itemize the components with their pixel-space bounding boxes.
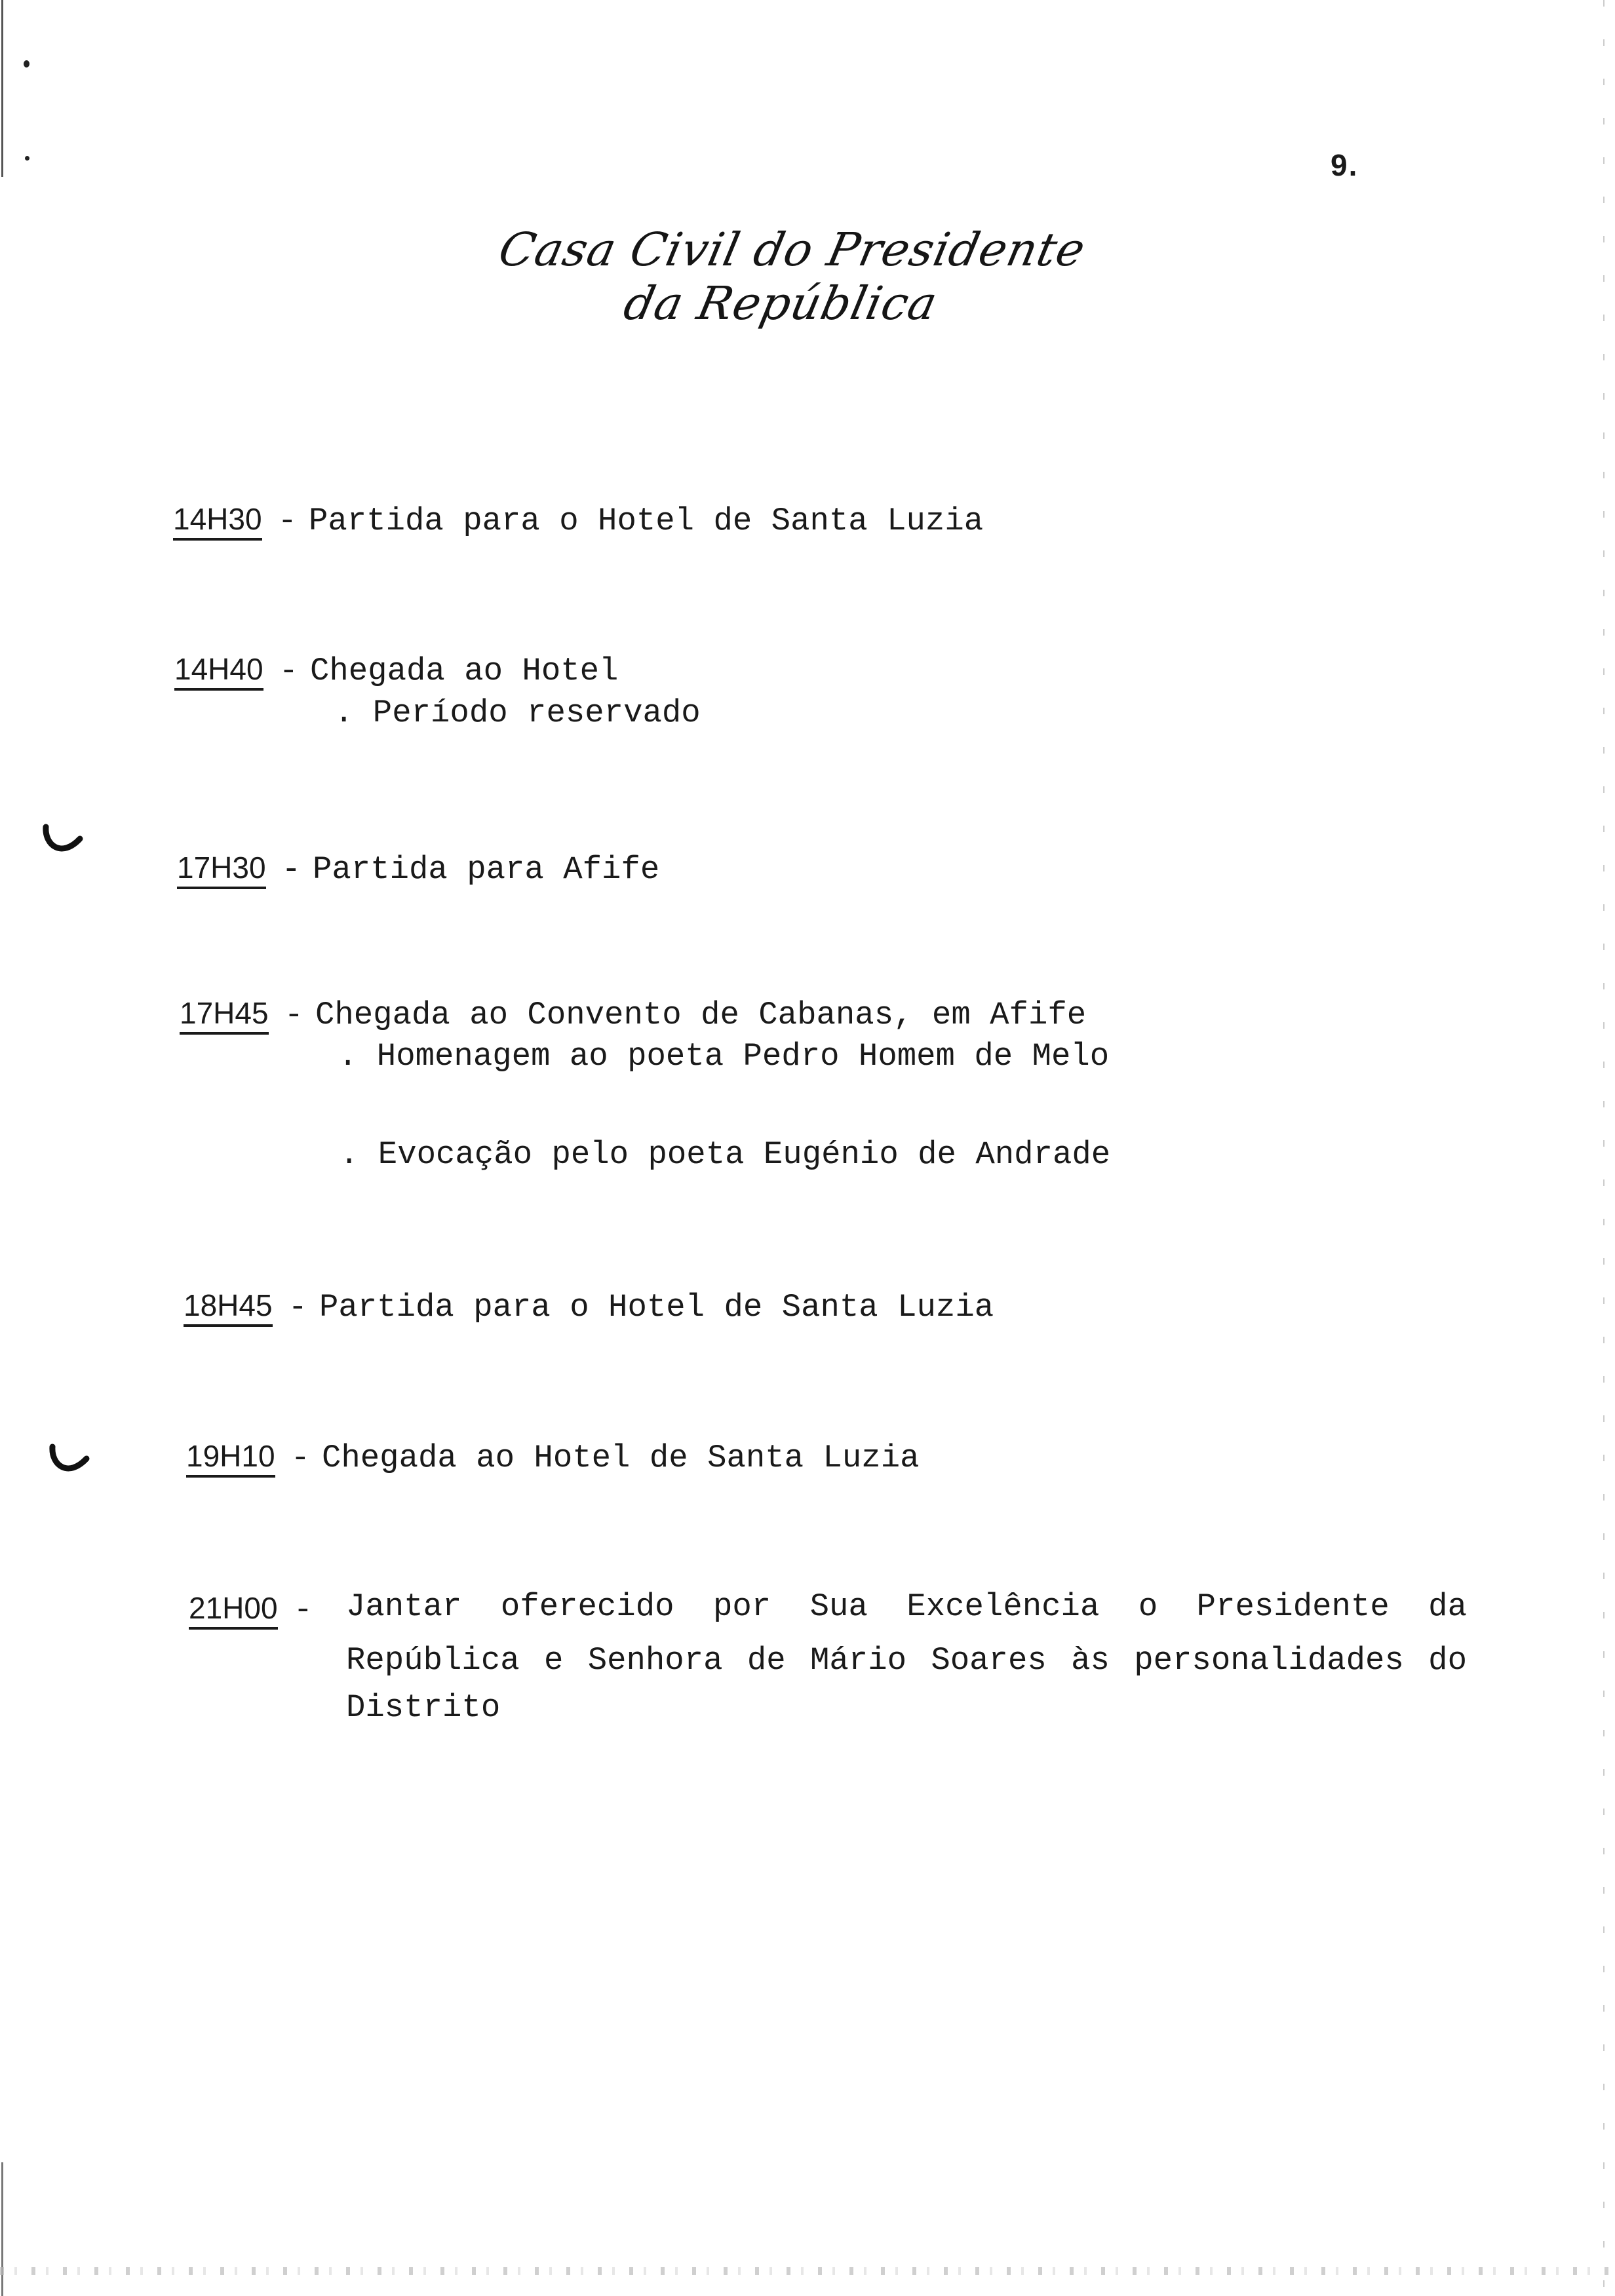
check-mark-icon — [49, 1439, 90, 1481]
entry-dash: - — [293, 1592, 313, 1628]
entry-text-line: Jantar oferecido por Sua Excelência o Presidente da — [346, 1588, 1467, 1625]
entry-dash: - — [288, 1289, 307, 1326]
entry-subitem: . Período reservado — [334, 695, 701, 731]
entry-text: Chegada ao Hotel — [309, 653, 619, 689]
entry-text: Partida para Afife — [312, 851, 660, 888]
entry-time: 21H00 — [189, 1590, 278, 1630]
schedule-entry — [173, 497, 983, 545]
entry-dash: - — [281, 851, 301, 888]
entry-subitem: . Homenagem ao poeta Pedro Homem de Melo — [338, 1038, 1110, 1075]
entry-time: 17H45 — [180, 995, 269, 1035]
punch-dot — [25, 156, 29, 161]
margin-line-left — [1, 0, 3, 177]
entry-text: Chegada ao Hotel de Santa Luzia — [321, 1440, 920, 1476]
check-mark-icon — [42, 819, 84, 861]
schedule-entry — [186, 1434, 920, 1482]
page-number: 9. — [1331, 148, 1359, 182]
entry-time: 14H30 — [173, 501, 262, 541]
scan-noise — [0, 2267, 1615, 2275]
entry-dash: - — [290, 1440, 310, 1476]
letterhead: Casa Civil do Presidente da República — [494, 223, 1091, 330]
entry-subitem: . Evocação pelo poeta Eugénio de Andrade — [340, 1136, 1111, 1173]
entry-text-line: República e Senhora de Mário Soares às personalidades do — [346, 1642, 1467, 1679]
entry-text: Partida para o Hotel de Santa Luzia — [319, 1289, 994, 1326]
entry-dash: - — [284, 997, 303, 1033]
schedule-entry — [180, 991, 1086, 1039]
schedule-entry — [189, 1586, 324, 1634]
entry-dash: - — [277, 503, 297, 539]
entry-dash: - — [279, 653, 298, 689]
schedule-entry — [174, 647, 618, 695]
entry-time: 17H30 — [177, 850, 266, 889]
entry-time: 18H45 — [184, 1288, 273, 1327]
margin-line-left-bottom — [1, 2162, 3, 2296]
entry-text-line: Distrito — [346, 1689, 501, 1726]
right-edge-noise — [1603, 0, 1605, 2296]
entry-text: Partida para o Hotel de Santa Luzia — [308, 503, 984, 539]
entry-time: 19H10 — [186, 1438, 275, 1478]
entry-time: 14H40 — [174, 651, 263, 691]
punch-dot — [24, 60, 29, 67]
entry-text: Chegada ao Convento de Cabanas, em Afife — [315, 997, 1087, 1033]
schedule-entry — [177, 845, 659, 894]
schedule-entry — [184, 1283, 994, 1331]
